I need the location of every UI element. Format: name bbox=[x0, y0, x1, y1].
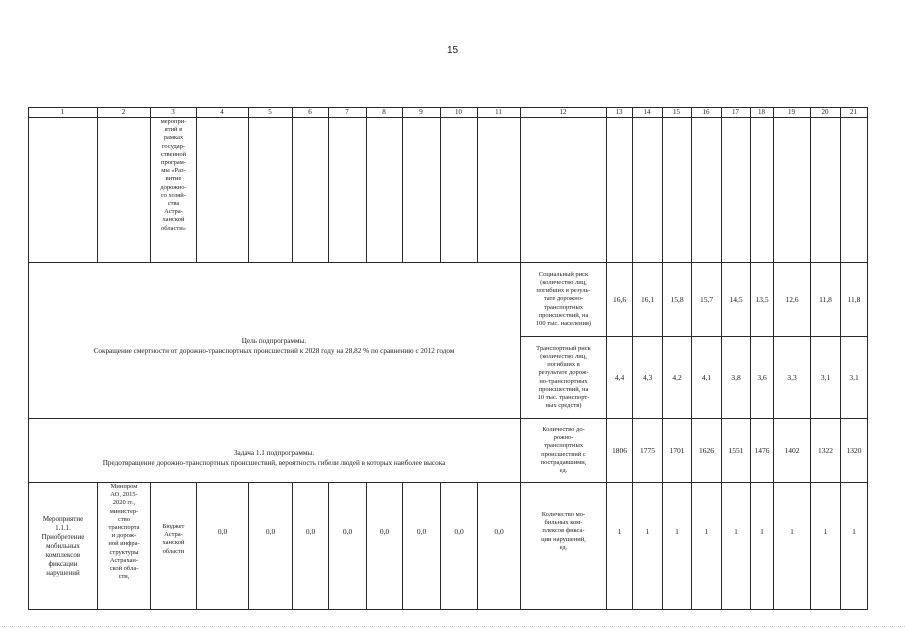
goal-indicator-2-value-20: 3,1 bbox=[820, 372, 831, 382]
column-border-8 bbox=[366, 107, 367, 262]
column-number-9: 9 bbox=[419, 108, 423, 116]
measure-finance-col-5: 0,0 bbox=[265, 526, 276, 536]
task-indicator-value-19: 1402 bbox=[784, 445, 800, 455]
column-number-11: 11 bbox=[495, 108, 502, 116]
column-number-18: 18 bbox=[758, 108, 765, 116]
measure-indicator-value-19: 1 bbox=[790, 526, 794, 536]
column-number-2: 2 bbox=[121, 108, 126, 116]
column-number-21: 21 bbox=[850, 108, 857, 116]
column-number-5: 5 bbox=[268, 108, 272, 116]
column-number-3: 3 bbox=[171, 108, 175, 116]
measure-funding-source: Бюджет Астра- ханской области bbox=[162, 523, 185, 555]
goal-indicator-2-value-17: 3,8 bbox=[731, 372, 741, 382]
task-indicator-value-20: 1322 bbox=[818, 445, 833, 455]
measure-indicator-label: Количество мо- бильных ком- плексов фикса- ции нарушений, ед. bbox=[541, 510, 586, 551]
goal-indicator-1-value-21: 11,8 bbox=[847, 294, 861, 304]
measure-finance-col-11: 0,0 bbox=[494, 526, 504, 536]
column-border-11 bbox=[477, 107, 478, 262]
goal-indicator-2-value-15: 4,2 bbox=[672, 372, 682, 382]
continued-measure-text: меропри- ятий в рамках государ- ственной програм- мы «Раз- витие дорожно- го хозяй- ства Астра- ханской области» bbox=[160, 118, 187, 232]
goal-indicator-2-value-16: 4,1 bbox=[701, 372, 712, 382]
goal-indicator-label-1: Социальный риск (количество лиц, погибших в резуль- тате дорожно- транспортных происшествий, на 100 тыс. населения) bbox=[535, 270, 592, 327]
measure-indicator-value-20: 1 bbox=[823, 526, 828, 536]
measure-finance-col-6: 0,0 bbox=[305, 526, 316, 536]
column-number-6: 6 bbox=[308, 108, 312, 116]
column-border-2 bbox=[97, 107, 98, 262]
subprogram-goal bbox=[28, 262, 520, 424]
goal-indicator-1-value-13: 16,6 bbox=[612, 294, 627, 304]
measure-finance-col-10: 0,0 bbox=[454, 526, 464, 536]
column-number-17: 17 bbox=[732, 108, 739, 116]
measure-indicator-value-14: 1 bbox=[645, 526, 650, 536]
measure-finance-col-9: 0,0 bbox=[416, 526, 427, 536]
column-number-12: 12 bbox=[559, 108, 567, 116]
measure-indicator-value-18: 1 bbox=[760, 526, 764, 536]
column-number-20: 20 bbox=[821, 108, 829, 116]
goal-indicator-2-value-13: 4,4 bbox=[614, 372, 625, 382]
measure-indicator-value-21: 1 bbox=[852, 526, 856, 536]
measure-finance-col-4: 0,0 bbox=[217, 526, 228, 536]
column-border-5 bbox=[248, 107, 249, 262]
measure-indicator-value-15: 1 bbox=[675, 526, 679, 536]
column-number-14: 14 bbox=[643, 108, 651, 116]
subprogram-task bbox=[28, 418, 520, 490]
goal-indicator-1-value-15: 15,8 bbox=[670, 294, 684, 304]
goal-indicator-2-value-18: 3,6 bbox=[757, 372, 767, 382]
column-border-7 bbox=[328, 107, 329, 262]
task-description: Предотвращение дорожно-транспортных происшествий, вероятность гибели людей в которых наиболее высока bbox=[102, 459, 446, 467]
goal-indicator-label-2: Транспортный риск (количество лиц, погибших в результате дорож- но-транспортных происшествий, на 10 тыс. транспорт- ных средств) bbox=[536, 344, 591, 410]
column-number-4: 4 bbox=[220, 108, 224, 116]
column-number-13: 13 bbox=[615, 108, 623, 116]
measure-title: Мероприятие 1.1.1. Приобретение мобильных комплексов фиксации нарушений bbox=[41, 514, 85, 577]
goal-indicator-1-value-16: 15,7 bbox=[699, 294, 714, 304]
column-number-7: 7 bbox=[345, 108, 349, 116]
column-border-22 bbox=[867, 107, 868, 610]
table-bottom-border bbox=[28, 609, 868, 610]
measure-finance-col-8: 0,0 bbox=[379, 526, 390, 536]
measure-indicator-value-13: 1 bbox=[617, 526, 622, 536]
goal-indicator-1-value-19: 12,6 bbox=[785, 294, 799, 304]
measure-indicator-value-17: 1 bbox=[734, 526, 738, 536]
task-indicator-value-14: 1775 bbox=[640, 445, 655, 455]
goal-indicator-1-value-14: 16,1 bbox=[640, 294, 655, 304]
goal-title: Цель подпрограммы. bbox=[241, 337, 307, 345]
column-border-4 bbox=[196, 107, 197, 262]
column-number-1: 1 bbox=[60, 108, 65, 116]
measure-indicator-value-16: 1 bbox=[704, 526, 709, 536]
goal-description: Сокращение смертности от дорожно-транспортных происшествий к 2028 году на 28,82 % по сравнению с 2012 годом bbox=[93, 347, 455, 355]
task-indicator-value-18: 1476 bbox=[754, 445, 770, 455]
page-number: 15 bbox=[446, 45, 459, 56]
page-bottom-edge bbox=[0, 626, 905, 628]
measure-executor: Минпром АО, 2015- 2020 гг., министер- ство транспорта и дорож- ной инфра- структуры Астрахан- ской обла- сти, bbox=[108, 483, 140, 581]
goal-indicator-2-value-21: 3,1 bbox=[849, 372, 859, 382]
task-indicator-value-21: 1320 bbox=[846, 445, 862, 455]
column-border-6 bbox=[292, 107, 293, 262]
goal-indicator-2-value-19: 3,3 bbox=[787, 372, 797, 382]
goal-indicator-2-value-14: 4,3 bbox=[642, 372, 653, 382]
goal-indicator-1-value-20: 11,8 bbox=[819, 294, 832, 304]
column-number-8: 8 bbox=[382, 108, 386, 116]
task-indicator-label: Количество до- рожно- транспортных происшествий с пострадавшими, ед. bbox=[540, 425, 587, 474]
task-indicator-value-16: 1626 bbox=[699, 445, 714, 455]
task-indicator-value-13: 1806 bbox=[612, 445, 627, 455]
column-number-15: 15 bbox=[673, 108, 680, 116]
column-number-19: 19 bbox=[788, 108, 795, 116]
goal-indicator-1-value-17: 14,5 bbox=[729, 294, 743, 304]
task-indicator-value-17: 1551 bbox=[728, 445, 744, 455]
column-border-9 bbox=[402, 107, 403, 262]
task-title: Задача 1.1 подпрограммы. bbox=[233, 449, 315, 457]
column-number-16: 16 bbox=[702, 108, 710, 116]
column-border-10 bbox=[440, 107, 441, 262]
measure-finance-col-7: 0,0 bbox=[342, 526, 353, 536]
task-indicator-value-15: 1701 bbox=[669, 445, 685, 455]
column-number-10: 10 bbox=[455, 108, 462, 116]
goal-indicator-1-value-18: 13,5 bbox=[755, 294, 769, 304]
